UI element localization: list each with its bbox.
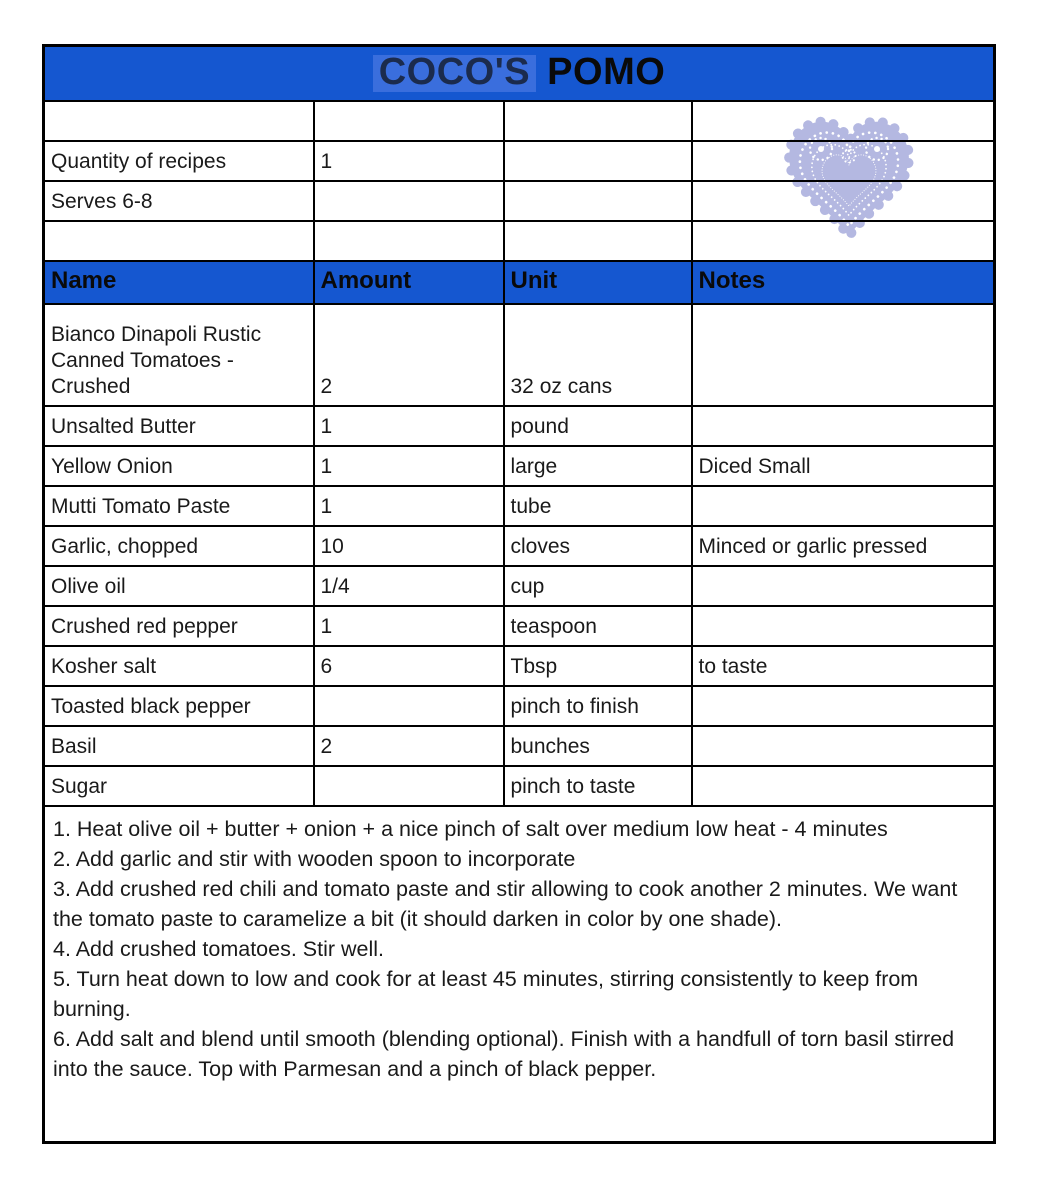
instruction-step: 2. Add garlic and stir with wooden spoon to incorporate [53, 846, 576, 871]
ingredient-name: Crushed red pepper [44, 606, 314, 646]
instruction-step: 5. Turn heat down to low and cook for at least 45 minutes, stirring consistently to keep from burning. [53, 966, 919, 1021]
ingredient-name: Sugar [44, 766, 314, 806]
ingredient-notes: Diced Small [692, 446, 995, 486]
ingredient-name: Toasted black pepper [44, 686, 314, 726]
meta-row [44, 141, 995, 181]
column-header-notes: Notes [692, 261, 995, 304]
meta-value [314, 181, 504, 221]
title-cell [44, 46, 995, 101]
empty-cell [504, 101, 692, 141]
empty-cell [692, 141, 995, 181]
ingredient-row [44, 686, 995, 726]
ingredient-unit: large [504, 446, 692, 486]
ingredient-unit: Tbsp [504, 646, 692, 686]
empty-cell [504, 221, 692, 261]
meta-value [314, 221, 504, 261]
ingredient-notes: Minced or garlic pressed [692, 526, 995, 566]
title-highlighted-text: COCO'S [373, 55, 536, 92]
instructions-cell [44, 806, 995, 1143]
ingredient-row [44, 646, 995, 686]
ingredient-unit: cloves [504, 526, 692, 566]
ingredient-row [44, 526, 995, 566]
ingredient-unit: pinch to finish [504, 686, 692, 726]
ingredient-name: Garlic, chopped [44, 526, 314, 566]
ingredient-notes [692, 766, 995, 806]
ingredient-name: Basil [44, 726, 314, 766]
recipe-sheet [42, 44, 993, 1144]
meta-label: Serves 6-8 [44, 181, 314, 221]
empty-cell [692, 101, 995, 141]
empty-cell [504, 141, 692, 181]
title-row [44, 46, 995, 101]
ingredient-amount: 1 [314, 406, 504, 446]
ingredient-notes: to taste [692, 646, 995, 686]
title-rest-text: POMO [547, 50, 666, 93]
ingredient-row [44, 726, 995, 766]
ingredient-unit: tube [504, 486, 692, 526]
instruction-step: 3. Add crushed red chili and tomato paste and stir allowing to cook another 2 minutes. We want the tomato paste to caramelize a bit (it should darken in color by one shade). [53, 876, 958, 931]
ingredient-unit: 32 oz cans [504, 304, 692, 406]
ingredient-row [44, 406, 995, 446]
ingredient-amount: 2 [314, 726, 504, 766]
ingredient-amount [314, 766, 504, 806]
meta-value [314, 101, 504, 141]
column-header-row [44, 261, 995, 304]
meta-label [44, 221, 314, 261]
ingredient-row [44, 446, 995, 486]
meta-label [44, 101, 314, 141]
ingredient-row [44, 304, 995, 406]
ingredient-notes [692, 406, 995, 446]
ingredient-notes [692, 726, 995, 766]
ingredient-notes [692, 686, 995, 726]
column-header-name: Name [44, 261, 314, 304]
meta-row [44, 101, 995, 141]
ingredient-amount: 10 [314, 526, 504, 566]
column-header-amount: Amount [314, 261, 504, 304]
ingredient-amount: 1 [314, 446, 504, 486]
meta-label: Quantity of recipes [44, 141, 314, 181]
ingredient-name: Kosher salt [44, 646, 314, 686]
ingredient-unit: cup [504, 566, 692, 606]
ingredient-amount: 1 [314, 486, 504, 526]
ingredient-amount [314, 686, 504, 726]
page-title [373, 51, 666, 93]
ingredient-notes [692, 486, 995, 526]
meta-row [44, 221, 995, 261]
empty-cell [692, 181, 995, 221]
instructions-row [44, 806, 995, 1143]
ingredient-unit: pound [504, 406, 692, 446]
instruction-step: 1. Heat olive oil + butter + onion + a nice pinch of salt over medium low heat - 4 minutes [53, 816, 888, 841]
ingredient-row [44, 486, 995, 526]
ingredient-amount: 2 [314, 304, 504, 406]
ingredient-name: Yellow Onion [44, 446, 314, 486]
ingredient-notes [692, 606, 995, 646]
ingredient-name: Unsalted Butter [44, 406, 314, 446]
ingredient-unit: pinch to taste [504, 766, 692, 806]
recipe-table [42, 44, 996, 1144]
column-header-unit: Unit [504, 261, 692, 304]
ingredient-name: Bianco Dinapoli Rustic Canned Tomatoes - Crushed [44, 304, 314, 406]
instruction-step: 4. Add crushed tomatoes. Stir well. [53, 936, 385, 961]
ingredient-row [44, 566, 995, 606]
ingredient-unit: bunches [504, 726, 692, 766]
meta-row [44, 181, 995, 221]
ingredient-unit: teaspoon [504, 606, 692, 646]
empty-cell [692, 221, 995, 261]
ingredient-notes [692, 566, 995, 606]
meta-value: 1 [314, 141, 504, 181]
ingredient-amount: 1 [314, 606, 504, 646]
ingredient-name: Olive oil [44, 566, 314, 606]
empty-cell [504, 181, 692, 221]
ingredient-notes [692, 304, 995, 406]
ingredient-row [44, 766, 995, 806]
ingredient-name: Mutti Tomato Paste [44, 486, 314, 526]
ingredient-amount: 6 [314, 646, 504, 686]
ingredient-row [44, 606, 995, 646]
ingredient-amount: 1/4 [314, 566, 504, 606]
instruction-step: 6. Add salt and blend until smooth (blending optional). Finish with a handfull of torn basil stirred into the sauce. Top with Parmesan and a pinch of black pepper. [53, 1026, 955, 1081]
